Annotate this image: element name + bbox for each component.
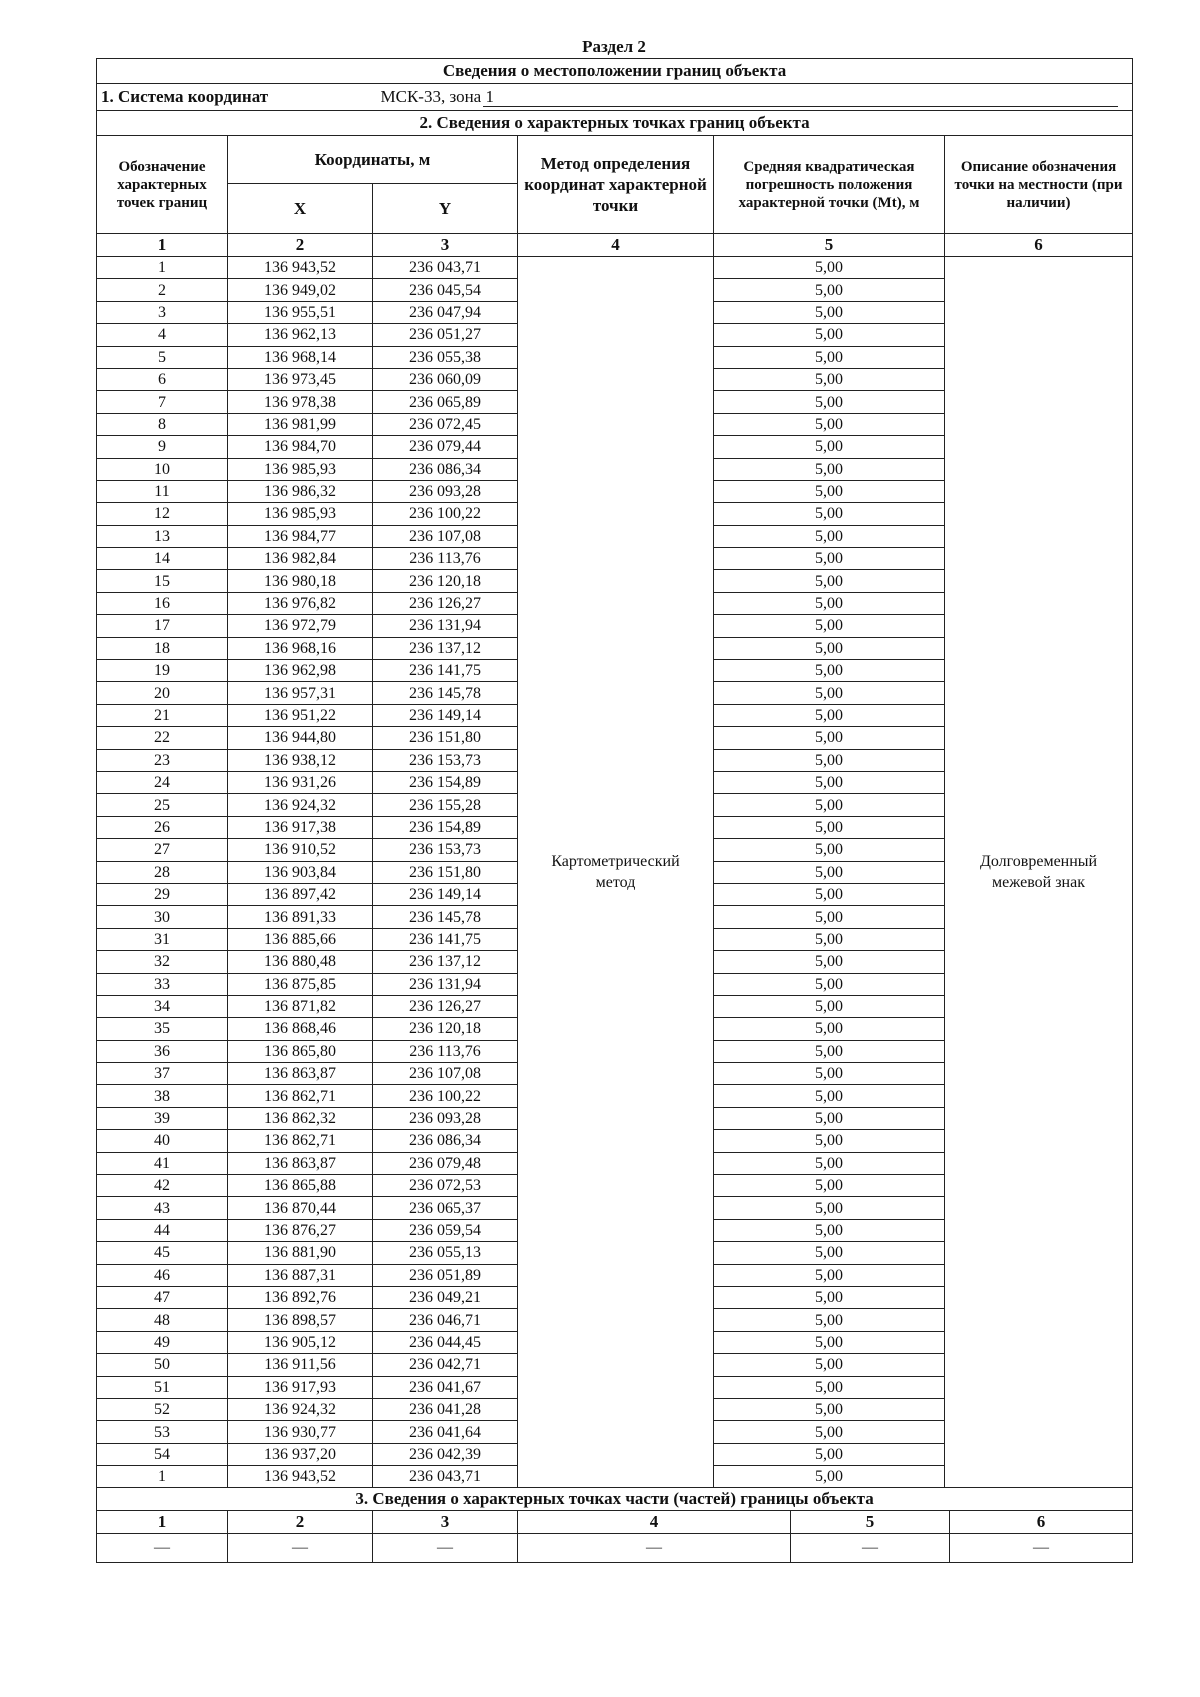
point-designation: 30	[97, 906, 228, 928]
coord-y: 236 149,14	[373, 704, 518, 726]
point-designation: 35	[97, 1018, 228, 1040]
point-designation: 10	[97, 458, 228, 480]
accuracy-value: 5,00	[714, 615, 945, 637]
point-designation: 21	[97, 704, 228, 726]
point-designation: 37	[97, 1063, 228, 1085]
coord-system-value: МСК-33, зона 1	[380, 87, 494, 106]
accuracy-value: 5,00	[714, 660, 945, 682]
coord-x: 136 911,56	[228, 1354, 373, 1376]
point-designation: 43	[97, 1197, 228, 1219]
point-designation: 12	[97, 503, 228, 525]
point-designation: 51	[97, 1376, 228, 1398]
accuracy-value: 5,00	[714, 1242, 945, 1264]
parts-empty-cell: —	[97, 1534, 228, 1563]
coord-x: 136 962,13	[228, 324, 373, 346]
accuracy-value: 5,00	[714, 1264, 945, 1286]
coord-x: 136 892,76	[228, 1286, 373, 1308]
accuracy-value: 5,00	[714, 1376, 945, 1398]
coord-x: 136 924,32	[228, 794, 373, 816]
coord-y: 236 149,14	[373, 883, 518, 905]
coord-x: 136 898,57	[228, 1309, 373, 1331]
accuracy-value: 5,00	[714, 257, 945, 279]
coord-y: 236 153,73	[373, 839, 518, 861]
coord-y: 236 072,45	[373, 413, 518, 435]
boundary-table	[96, 58, 1133, 1488]
coord-x: 136 863,87	[228, 1063, 373, 1085]
coord-x: 136 863,87	[228, 1152, 373, 1174]
point-designation: 27	[97, 839, 228, 861]
point-designation: 14	[97, 548, 228, 570]
coord-y: 236 154,89	[373, 771, 518, 793]
coord-x: 136 985,93	[228, 503, 373, 525]
coord-x: 136 871,82	[228, 995, 373, 1017]
point-designation: 41	[97, 1152, 228, 1174]
accuracy-value: 5,00	[714, 480, 945, 502]
parts-col-number: 6	[950, 1511, 1133, 1534]
coord-x: 136 968,14	[228, 346, 373, 368]
accuracy-value: 5,00	[714, 1040, 945, 1062]
col-number: 2	[228, 234, 373, 257]
parts-empty-cell: —	[373, 1534, 518, 1563]
coord-x: 136 943,52	[228, 257, 373, 279]
document-page	[96, 36, 1132, 1563]
point-designation: 40	[97, 1130, 228, 1152]
parts-col-number: 1	[97, 1511, 228, 1534]
point-designation: 52	[97, 1398, 228, 1420]
col-number: 5	[714, 234, 945, 257]
coord-y: 236 047,94	[373, 301, 518, 323]
description-cell: Долговременный межевой знак	[945, 257, 1133, 1488]
accuracy-value: 5,00	[714, 436, 945, 458]
accuracy-value: 5,00	[714, 1443, 945, 1465]
coord-y: 236 145,78	[373, 682, 518, 704]
parts-table	[96, 1487, 1133, 1563]
accuracy-value: 5,00	[714, 324, 945, 346]
column-numbers-row	[97, 234, 1133, 257]
header-y: Y	[373, 184, 518, 234]
coord-y: 236 065,37	[373, 1197, 518, 1219]
coord-y: 236 137,12	[373, 951, 518, 973]
point-designation: 9	[97, 436, 228, 458]
header-accuracy: Средняя квадратическая погрешность положения характерной точки (Mt), м	[714, 136, 945, 234]
coord-x: 136 862,71	[228, 1085, 373, 1107]
coord-y: 236 079,48	[373, 1152, 518, 1174]
point-designation: 1	[97, 1466, 228, 1488]
point-designation: 32	[97, 951, 228, 973]
coord-x: 136 957,31	[228, 682, 373, 704]
coord-x: 136 881,90	[228, 1242, 373, 1264]
coord-y: 236 045,54	[373, 279, 518, 301]
coord-x: 136 943,52	[228, 1466, 373, 1488]
coord-x: 136 924,32	[228, 1398, 373, 1420]
point-designation: 42	[97, 1175, 228, 1197]
coord-x: 136 982,84	[228, 548, 373, 570]
accuracy-value: 5,00	[714, 503, 945, 525]
coord-y: 236 131,94	[373, 973, 518, 995]
coord-x: 136 973,45	[228, 368, 373, 390]
coord-x: 136 885,66	[228, 928, 373, 950]
coord-x: 136 870,44	[228, 1197, 373, 1219]
coord-y: 236 100,22	[373, 503, 518, 525]
coord-y: 236 107,08	[373, 525, 518, 547]
point-designation: 47	[97, 1286, 228, 1308]
coord-y: 236 041,67	[373, 1376, 518, 1398]
coord-x: 136 887,31	[228, 1264, 373, 1286]
coord-y: 236 113,76	[373, 1040, 518, 1062]
coord-y: 236 041,28	[373, 1398, 518, 1420]
coord-system-label: 1. Система координат	[97, 84, 373, 111]
coord-x: 136 955,51	[228, 301, 373, 323]
accuracy-value: 5,00	[714, 749, 945, 771]
coord-x: 136 981,99	[228, 413, 373, 435]
coord-x: 136 968,16	[228, 637, 373, 659]
point-designation: 36	[97, 1040, 228, 1062]
coord-x: 136 972,79	[228, 615, 373, 637]
accuracy-value: 5,00	[714, 391, 945, 413]
col-number: 1	[97, 234, 228, 257]
coord-y: 236 093,28	[373, 1107, 518, 1129]
col-number: 6	[945, 234, 1133, 257]
accuracy-value: 5,00	[714, 794, 945, 816]
point-designation: 22	[97, 727, 228, 749]
coord-x: 136 865,80	[228, 1040, 373, 1062]
point-designation: 48	[97, 1309, 228, 1331]
point-designation: 18	[97, 637, 228, 659]
coord-x: 136 897,42	[228, 883, 373, 905]
header-method: Метод определения координат характерной точки	[518, 136, 714, 234]
coord-x: 136 903,84	[228, 861, 373, 883]
accuracy-value: 5,00	[714, 727, 945, 749]
coord-x: 136 976,82	[228, 592, 373, 614]
coord-y: 236 046,71	[373, 1309, 518, 1331]
point-designation: 28	[97, 861, 228, 883]
point-designation: 4	[97, 324, 228, 346]
accuracy-value: 5,00	[714, 413, 945, 435]
point-designation: 49	[97, 1331, 228, 1353]
accuracy-value: 5,00	[714, 1130, 945, 1152]
accuracy-value: 5,00	[714, 682, 945, 704]
point-designation: 23	[97, 749, 228, 771]
parts-col-number: 4	[518, 1511, 791, 1534]
point-designation: 29	[97, 883, 228, 905]
coord-x: 136 868,46	[228, 1018, 373, 1040]
coord-x: 136 985,93	[228, 458, 373, 480]
coord-y: 236 154,89	[373, 816, 518, 838]
coord-system-underline	[483, 106, 1119, 107]
point-designation: 11	[97, 480, 228, 502]
point-designation: 20	[97, 682, 228, 704]
parts-col-number: 3	[373, 1511, 518, 1534]
coord-x: 136 978,38	[228, 391, 373, 413]
accuracy-value: 5,00	[714, 279, 945, 301]
point-designation: 16	[97, 592, 228, 614]
coord-x: 136 905,12	[228, 1331, 373, 1353]
parts-empty-cell: —	[228, 1534, 373, 1563]
coord-y: 236 065,89	[373, 391, 518, 413]
accuracy-value: 5,00	[714, 1152, 945, 1174]
coord-y: 236 100,22	[373, 1085, 518, 1107]
point-designation: 3	[97, 301, 228, 323]
col-number: 3	[373, 234, 518, 257]
coord-y: 236 072,53	[373, 1175, 518, 1197]
header-coords: Координаты, м	[228, 136, 518, 184]
coord-y: 236 055,38	[373, 346, 518, 368]
coord-x: 136 930,77	[228, 1421, 373, 1443]
coord-x: 136 880,48	[228, 951, 373, 973]
coord-y: 236 049,21	[373, 1286, 518, 1308]
point-designation: 50	[97, 1354, 228, 1376]
accuracy-value: 5,00	[714, 1309, 945, 1331]
coord-x: 136 980,18	[228, 570, 373, 592]
parts-empty-row	[97, 1534, 1133, 1563]
coord-y: 236 042,71	[373, 1354, 518, 1376]
coord-x: 136 984,70	[228, 436, 373, 458]
accuracy-value: 5,00	[714, 1175, 945, 1197]
accuracy-value: 5,00	[714, 346, 945, 368]
accuracy-value: 5,00	[714, 637, 945, 659]
accuracy-value: 5,00	[714, 458, 945, 480]
accuracy-value: 5,00	[714, 1398, 945, 1420]
point-designation: 8	[97, 413, 228, 435]
coord-y: 236 044,45	[373, 1331, 518, 1353]
accuracy-value: 5,00	[714, 928, 945, 950]
coord-x: 136 862,32	[228, 1107, 373, 1129]
coord-x: 136 986,32	[228, 480, 373, 502]
points-title: 2. Сведения о характерных точках границ объекта	[97, 111, 1133, 136]
point-designation: 1	[97, 257, 228, 279]
point-designation: 54	[97, 1443, 228, 1465]
coord-y: 236 137,12	[373, 637, 518, 659]
accuracy-value: 5,00	[714, 771, 945, 793]
accuracy-value: 5,00	[714, 951, 945, 973]
coord-y: 236 086,34	[373, 1130, 518, 1152]
accuracy-value: 5,00	[714, 1421, 945, 1443]
point-designation: 53	[97, 1421, 228, 1443]
coord-y: 236 153,73	[373, 749, 518, 771]
coord-y: 236 051,27	[373, 324, 518, 346]
coord-y: 236 043,71	[373, 257, 518, 279]
coord-y: 236 043,71	[373, 1466, 518, 1488]
coord-y: 236 145,78	[373, 906, 518, 928]
coord-system-value-cell	[373, 84, 1133, 111]
coord-x: 136 865,88	[228, 1175, 373, 1197]
coord-y: 236 126,27	[373, 592, 518, 614]
accuracy-value: 5,00	[714, 1354, 945, 1376]
accuracy-value: 5,00	[714, 548, 945, 570]
accuracy-value: 5,00	[714, 883, 945, 905]
coord-y: 236 042,39	[373, 1443, 518, 1465]
point-designation: 19	[97, 660, 228, 682]
point-designation: 46	[97, 1264, 228, 1286]
point-designation: 5	[97, 346, 228, 368]
header-x: X	[228, 184, 373, 234]
coord-x: 136 944,80	[228, 727, 373, 749]
point-designation: 33	[97, 973, 228, 995]
coord-y: 236 055,13	[373, 1242, 518, 1264]
table-row	[97, 257, 1133, 279]
coord-x: 136 949,02	[228, 279, 373, 301]
coord-x: 136 875,85	[228, 973, 373, 995]
accuracy-value: 5,00	[714, 301, 945, 323]
coord-y: 236 120,18	[373, 1018, 518, 1040]
point-designation: 45	[97, 1242, 228, 1264]
point-designation: 24	[97, 771, 228, 793]
coord-y: 236 059,54	[373, 1219, 518, 1241]
coord-x: 136 917,93	[228, 1376, 373, 1398]
point-designation: 17	[97, 615, 228, 637]
coord-y: 236 086,34	[373, 458, 518, 480]
accuracy-value: 5,00	[714, 816, 945, 838]
coord-x: 136 937,20	[228, 1443, 373, 1465]
point-designation: 15	[97, 570, 228, 592]
accuracy-value: 5,00	[714, 525, 945, 547]
coord-y: 236 155,28	[373, 794, 518, 816]
coord-y: 236 113,76	[373, 548, 518, 570]
section-title: Раздел 2	[582, 37, 646, 56]
accuracy-value: 5,00	[714, 995, 945, 1017]
accuracy-value: 5,00	[714, 368, 945, 390]
accuracy-value: 5,00	[714, 906, 945, 928]
accuracy-value: 5,00	[714, 1331, 945, 1353]
coord-x: 136 891,33	[228, 906, 373, 928]
point-designation: 13	[97, 525, 228, 547]
coord-x: 136 931,26	[228, 771, 373, 793]
point-designation: 25	[97, 794, 228, 816]
coord-y: 236 041,64	[373, 1421, 518, 1443]
coord-x: 136 938,12	[228, 749, 373, 771]
coord-x: 136 876,27	[228, 1219, 373, 1241]
coord-x: 136 984,77	[228, 525, 373, 547]
accuracy-value: 5,00	[714, 1018, 945, 1040]
coord-x: 136 910,52	[228, 839, 373, 861]
point-designation: 2	[97, 279, 228, 301]
coord-y: 236 093,28	[373, 480, 518, 502]
coord-y: 236 060,09	[373, 368, 518, 390]
accuracy-value: 5,00	[714, 1063, 945, 1085]
coord-y: 236 151,80	[373, 861, 518, 883]
coord-y: 236 141,75	[373, 660, 518, 682]
point-designation: 39	[97, 1107, 228, 1129]
point-designation: 38	[97, 1085, 228, 1107]
accuracy-value: 5,00	[714, 570, 945, 592]
coord-y: 236 107,08	[373, 1063, 518, 1085]
coord-y: 236 141,75	[373, 928, 518, 950]
point-designation: 6	[97, 368, 228, 390]
coord-x: 136 862,71	[228, 1130, 373, 1152]
parts-col-number: 2	[228, 1511, 373, 1534]
coord-y: 236 120,18	[373, 570, 518, 592]
accuracy-value: 5,00	[714, 1286, 945, 1308]
point-designation: 44	[97, 1219, 228, 1241]
parts-title: 3. Сведения о характерных точках части (частей) границы объекта	[97, 1488, 1133, 1511]
parts-col-number: 5	[791, 1511, 950, 1534]
accuracy-value: 5,00	[714, 1085, 945, 1107]
accuracy-value: 5,00	[714, 839, 945, 861]
accuracy-value: 5,00	[714, 973, 945, 995]
point-designation: 7	[97, 391, 228, 413]
coord-y: 236 131,94	[373, 615, 518, 637]
accuracy-value: 5,00	[714, 1466, 945, 1488]
point-designation: 34	[97, 995, 228, 1017]
header-description: Описание обозначения точки на местности (при наличии)	[945, 136, 1133, 234]
coord-y: 236 051,89	[373, 1264, 518, 1286]
coord-x: 136 951,22	[228, 704, 373, 726]
point-designation: 31	[97, 928, 228, 950]
accuracy-value: 5,00	[714, 592, 945, 614]
accuracy-value: 5,00	[714, 1219, 945, 1241]
accuracy-value: 5,00	[714, 861, 945, 883]
coord-y: 236 126,27	[373, 995, 518, 1017]
coord-y: 236 151,80	[373, 727, 518, 749]
col-number: 4	[518, 234, 714, 257]
accuracy-value: 5,00	[714, 1197, 945, 1219]
coord-y: 236 079,44	[373, 436, 518, 458]
point-designation: 26	[97, 816, 228, 838]
method-cell: Картометрический метод	[518, 257, 714, 1488]
coord-x: 136 917,38	[228, 816, 373, 838]
parts-empty-cell: —	[950, 1534, 1133, 1563]
block-title: Сведения о местоположении границ объекта	[97, 59, 1133, 84]
header-designation: Обозначение характерных точек границ	[97, 136, 228, 234]
coord-x: 136 962,98	[228, 660, 373, 682]
accuracy-value: 5,00	[714, 1107, 945, 1129]
parts-column-numbers-row	[97, 1511, 1133, 1534]
accuracy-value: 5,00	[714, 704, 945, 726]
parts-empty-cell: —	[791, 1534, 950, 1563]
parts-empty-cell: —	[518, 1534, 791, 1563]
